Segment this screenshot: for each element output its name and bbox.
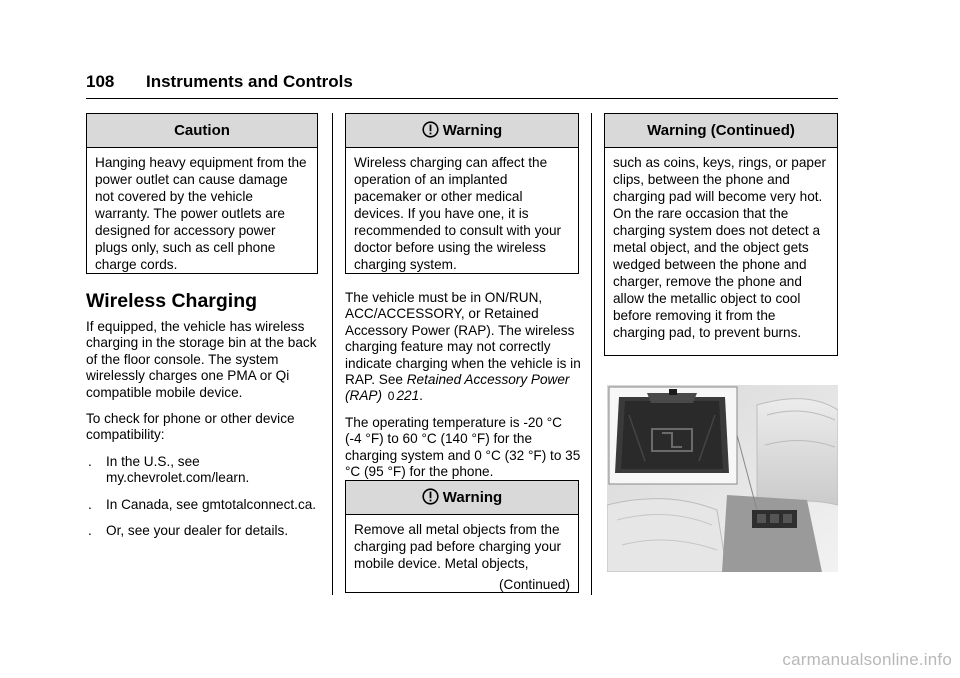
bullet-text-us: In the U.S., see my.chevrolet.com/learn. <box>106 453 250 486</box>
warning-body: Remove all metal objects from the charging pad before charging your mobile device. Metal objects, <box>354 522 562 571</box>
warning-icon <box>422 484 439 517</box>
warning-title-text: Warning <box>442 122 503 139</box>
bullet-dot: . <box>88 496 92 512</box>
compatibility-paragraph: To check for phone or other device compatibility: <box>86 411 295 443</box>
list-item <box>86 523 320 539</box>
left-column-text <box>86 319 320 549</box>
warning-title-text: Warning <box>442 489 503 506</box>
wireless-charging-heading: Wireless Charging <box>86 290 258 312</box>
page-header <box>86 70 838 99</box>
warning-title <box>346 114 578 148</box>
bullet-dot: . <box>88 453 92 469</box>
warning-continued-title: Warning (Continued) <box>605 114 837 148</box>
rap-reference-page[interactable]: 221 <box>396 388 420 404</box>
list-item <box>86 454 320 487</box>
warning-continued-box <box>604 113 838 356</box>
section-title: Instruments and Controls <box>146 72 353 91</box>
warning-box-metal <box>345 480 579 593</box>
warning-box-pacemaker <box>345 113 579 274</box>
middle-column-text <box>345 290 581 490</box>
warning-body: Wireless charging can affect the operation of an implanted pacemaker or other medical devices. If you have one, it is recommended to consult with your doctor before using the wireless charging system. <box>354 155 562 272</box>
warning-icon <box>422 117 439 150</box>
wireless-intro-paragraph: If equipped, the vehicle has wireless charging in the storage bin at the back of the floor console. The system wirelessly charges one PMA or Qi compatible mobile device. <box>86 319 317 400</box>
caution-body: Hanging heavy equipment from the power outlet can cause damage not covered by the vehicle warranty. The power outlets are designed for accessory power plugs only, such as cell phone charge cords. <box>95 155 307 272</box>
bullet-dot: . <box>88 523 92 539</box>
warning-continued-body: such as coins, keys, rings, or paper clips, between the phone and charging pad will become very hot. On the rare occasion that the charging system does not detect a metal object, and the object gets wedged between the phone and charger, remove the phone and allow the metallic object to cool before removing it from the charging pad, to prevent burns. <box>613 155 827 340</box>
vehicle-mode-text: The vehicle must be in ON/RUN, ACC/ACCESSORY, or Retained Accessory Power (RAP). The wireless charging feature may not correctly indicate charging when the vehicle is in RAP. See <box>345 290 581 388</box>
warning-title <box>346 481 578 515</box>
temperature-paragraph: The operating temperature is -20 °C (-4 °F) to 60 °C (140 °F) for the charging system and 0 °C (32 °F) to 35 °C (95 °F) for the phone. <box>345 414 581 480</box>
list-item <box>86 497 320 513</box>
column-divider-right <box>591 113 592 595</box>
continued-label: (Continued) <box>498 577 570 592</box>
bullet-text-canada: In Canada, see gmtotalconnect.ca. <box>106 496 317 512</box>
page-number: 108 <box>86 72 115 91</box>
caution-title: Caution <box>87 114 317 148</box>
column-divider-left <box>332 113 333 595</box>
caution-box <box>86 113 318 274</box>
wireless-charging-photo <box>607 385 838 572</box>
vehicle-mode-paragraph: The vehicle must be in ON/RUN, ACC/ACCESSORY, or Retained Accessory Power (RAP). The wireless charging feature may not correctly indicate charging when the vehicle is in RAP. See Retained Accessory Power (RAP) 0 221. <box>345 290 581 404</box>
bullet-text-dealer: Or, see your dealer for details. <box>106 523 289 539</box>
watermark: carmanualsonline.info <box>782 650 952 669</box>
page-reference-icon: 0 <box>387 389 395 404</box>
rap-reference-link[interactable]: Retained Accessory Power (RAP) <box>345 372 570 404</box>
